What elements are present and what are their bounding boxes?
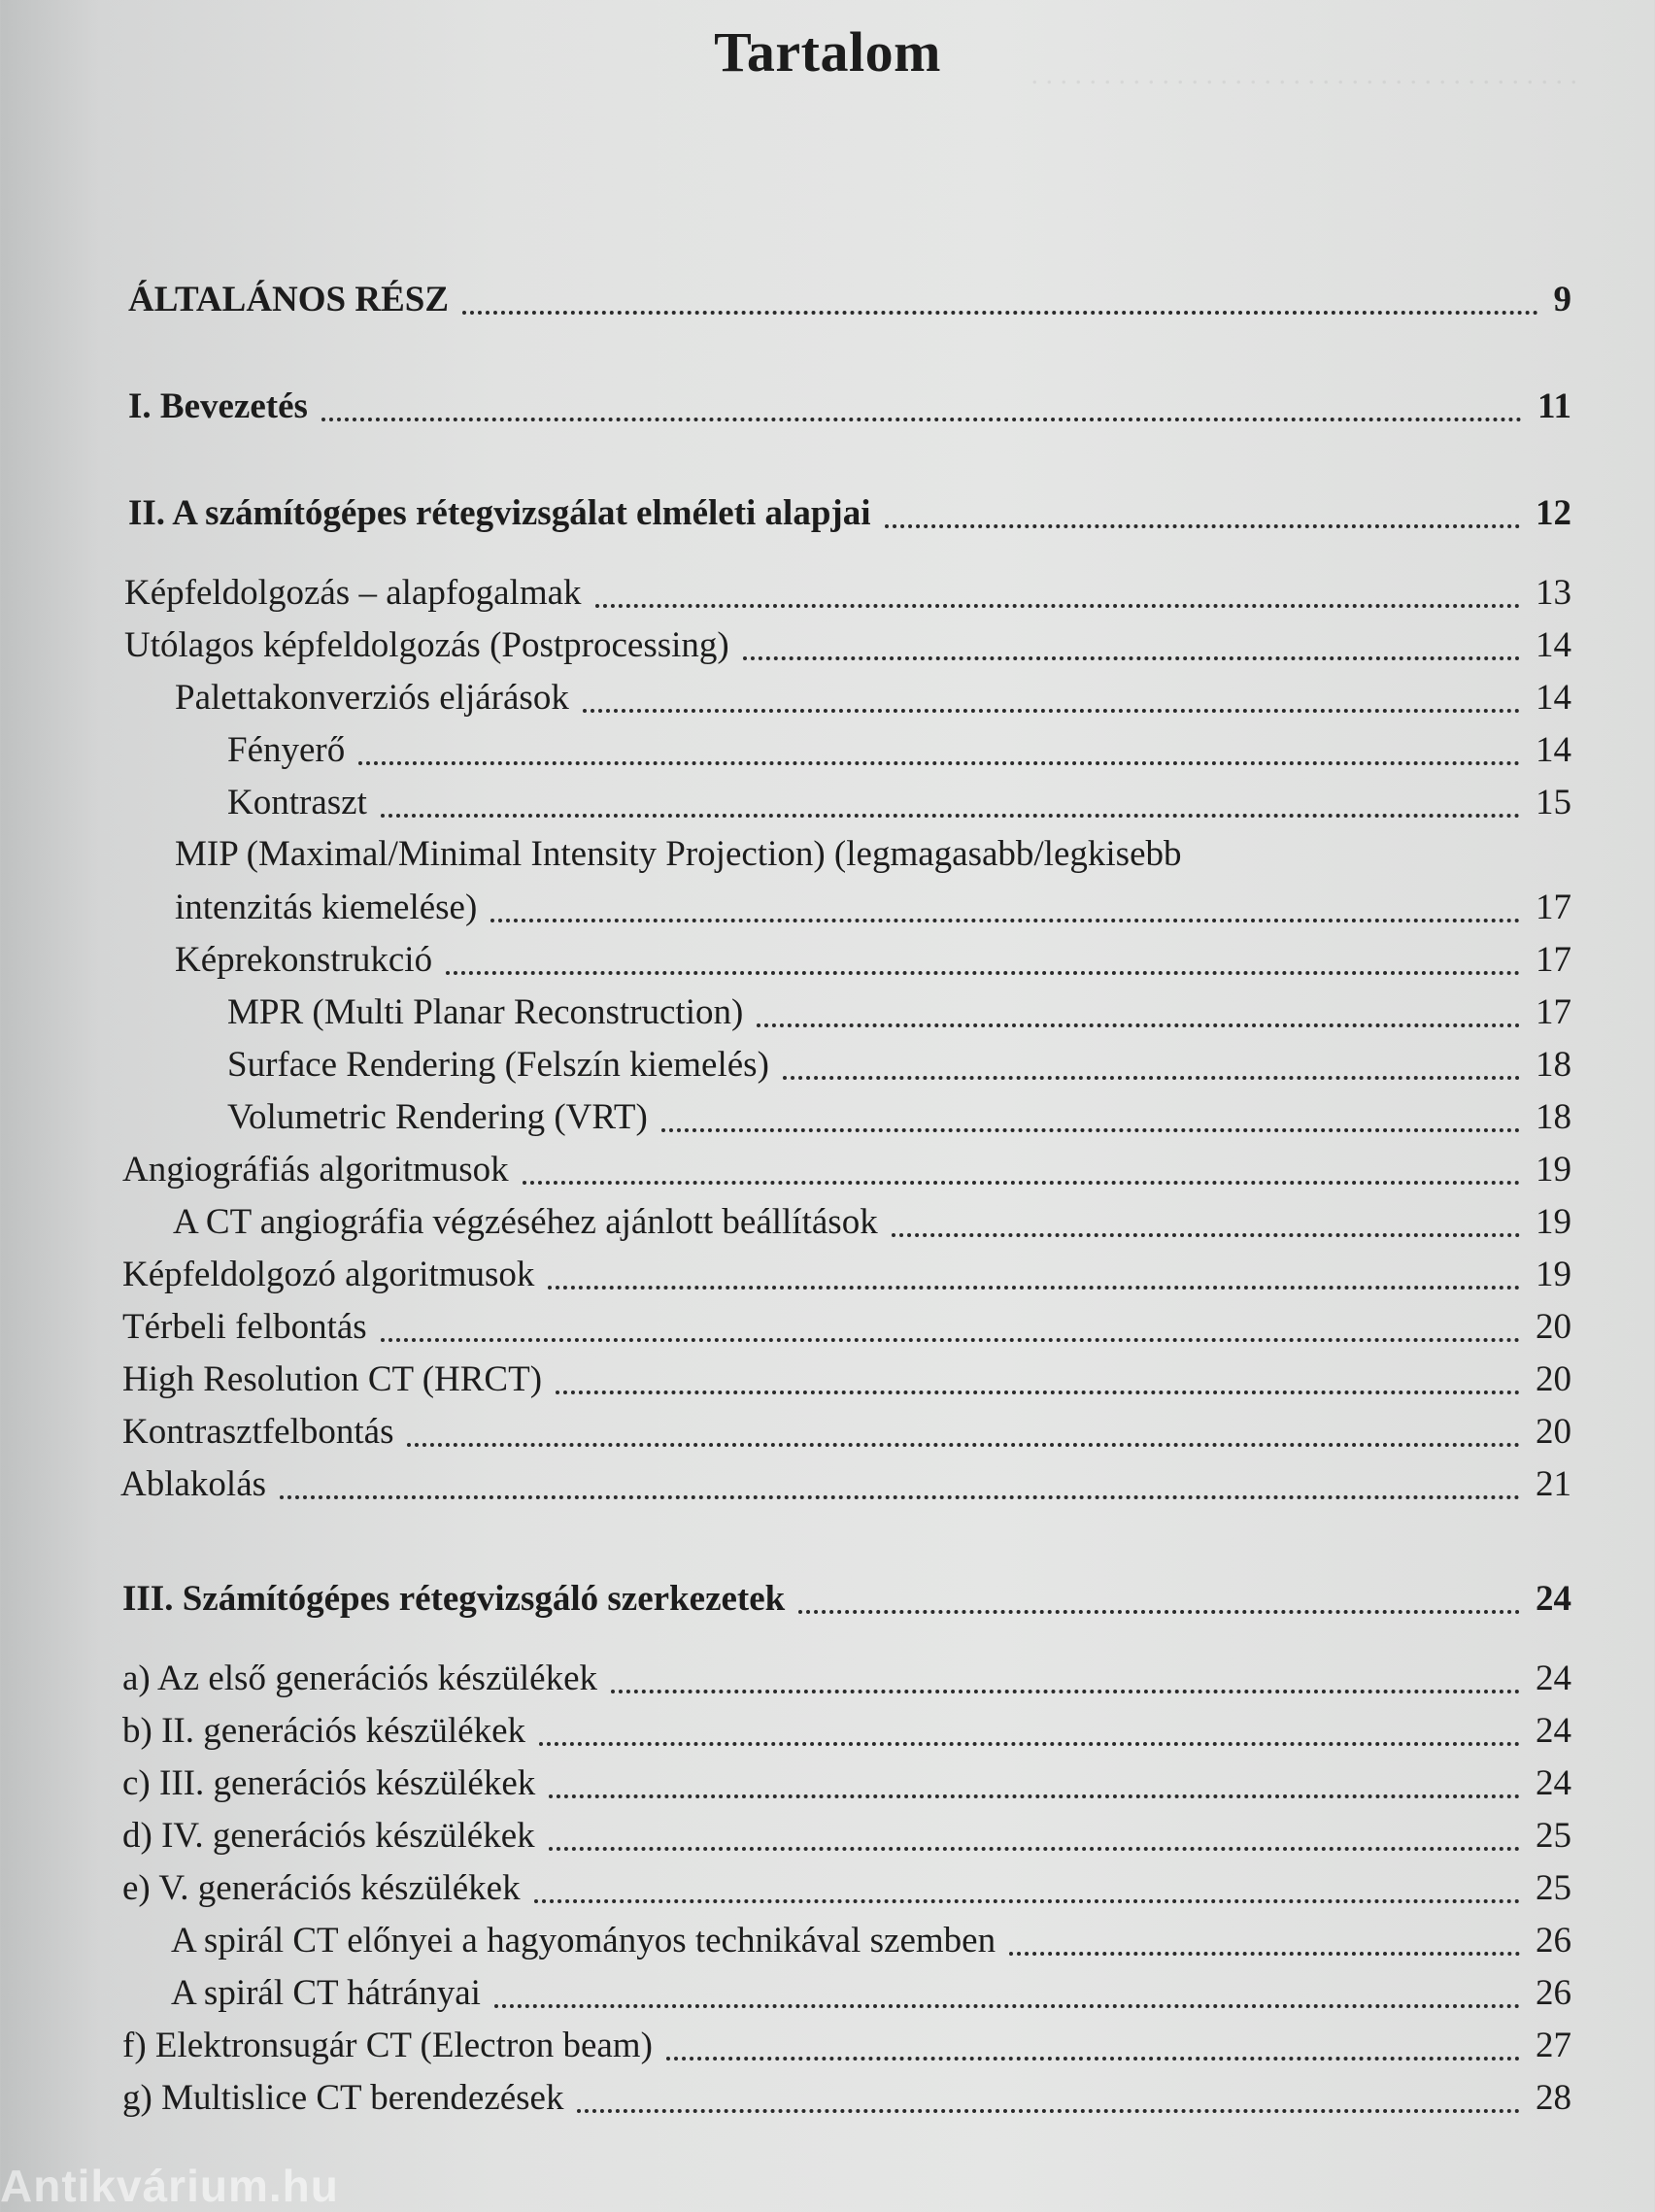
dot-leader <box>583 709 1520 713</box>
toc-entry-label: g) Multislice CT berendezések <box>122 2078 564 2118</box>
toc-page-number: 20 <box>1536 1412 1571 1452</box>
toc-entry[interactable] <box>0 1462 1655 1511</box>
toc-entry-label: Képfeldolgozó algoritmusok <box>122 1255 535 1294</box>
toc-page-number: 18 <box>1536 1097 1571 1137</box>
toc-entry-label: III. Számítógépes rétegvizsgáló szerkezetek <box>122 1579 786 1619</box>
toc-page-number: 26 <box>1536 1921 1571 1961</box>
toc-entry-label: A spirál CT hátrányai <box>171 1973 481 2013</box>
dot-leader <box>548 1286 1520 1290</box>
toc-entry-label: Képrekonstrukció <box>175 940 433 980</box>
toc-entry-label: Palettakonverziós eljárások <box>175 678 569 718</box>
toc-entry[interactable] <box>0 385 1655 433</box>
toc-entry[interactable] <box>0 623 1655 672</box>
toc-page-number: 27 <box>1536 2026 1571 2065</box>
toc-entry[interactable] <box>0 1866 1655 1915</box>
toc-entry-label: Térbeli felbontás <box>122 1307 367 1347</box>
dot-leader <box>798 1610 1520 1614</box>
dot-leader <box>577 2109 1520 2113</box>
dot-leader <box>549 1847 1520 1851</box>
toc-page-number: 21 <box>1536 1464 1571 1504</box>
toc-entry[interactable] <box>0 1577 1655 1625</box>
toc-page-number: 14 <box>1536 678 1571 718</box>
toc-entry[interactable] <box>0 1919 1655 1967</box>
dot-leader <box>494 2004 1520 2008</box>
toc-entry[interactable] <box>0 1253 1655 1301</box>
toc-entry-label: Surface Rendering (Felszín kiemelés) <box>227 1045 769 1085</box>
toc-page-number: 11 <box>1537 386 1571 426</box>
toc-page-number: 17 <box>1536 940 1571 980</box>
toc-entry[interactable] <box>0 1095 1655 1144</box>
toc-entry[interactable] <box>0 1657 1655 1705</box>
toc-entry-label: Kontraszt <box>227 783 367 822</box>
toc-entry[interactable] <box>0 571 1655 620</box>
toc-page-number: 19 <box>1536 1202 1571 1242</box>
dot-leader <box>1009 1952 1520 1956</box>
toc-page-number: 24 <box>1536 1711 1571 1751</box>
dot-leader <box>539 1742 1520 1746</box>
dot-leader <box>783 1076 1520 1080</box>
dot-leader <box>446 971 1520 975</box>
toc-page-number: 17 <box>1536 888 1571 927</box>
toc-entry-label: d) IV. generációs készülékek <box>122 1816 535 1856</box>
toc-entry-label: Kontrasztfelbontás <box>122 1412 394 1452</box>
toc-page-number: 28 <box>1536 2078 1571 2118</box>
toc-page-number: 20 <box>1536 1307 1571 1347</box>
toc-entry[interactable] <box>0 886 1655 934</box>
toc-entry-label: c) III. generációs készülékek <box>122 1763 536 1803</box>
toc-entry-label: A CT angiográfia végzéséhez ajánlott beállítások <box>173 1202 878 1242</box>
toc-entry-label: Ablakolás <box>120 1464 267 1504</box>
dot-leader <box>381 814 1520 818</box>
dot-leader <box>490 919 1520 922</box>
toc-page-number: 15 <box>1536 783 1571 822</box>
toc-entry[interactable] <box>0 1814 1655 1862</box>
toc-entry-label: I. Bevezetés <box>128 386 308 426</box>
toc-entry[interactable] <box>0 278 1655 326</box>
toc-entry-label: Képfeldolgozás – alapfogalmak <box>124 573 582 613</box>
dot-leader <box>407 1443 1520 1447</box>
dot-leader <box>280 1495 1520 1499</box>
toc-entry-label: MIP (Maximal/Minimal Intensity Projection) (legmagasabb/legkisebb <box>175 834 1182 874</box>
toc-entry-label: ÁLTALÁNOS RÉSZ <box>128 280 450 319</box>
dot-leader <box>757 1023 1520 1027</box>
toc-entry-label: II. A számítógépes rétegvizsgálat elméleti alapjai <box>128 493 871 533</box>
toc-entry-label: A spirál CT előnyei a hagyományos technikával szemben <box>171 1921 996 1961</box>
toc-entry[interactable] <box>0 1971 1655 2020</box>
toc-entry[interactable] <box>0 1410 1655 1458</box>
toc-entry[interactable] <box>0 728 1655 777</box>
toc-page-number: 18 <box>1536 1045 1571 1085</box>
toc-entry-label: Volumetric Rendering (VRT) <box>227 1097 648 1137</box>
dot-leader <box>523 1181 1520 1185</box>
toc-entry-label: Angiográfiás algoritmusok <box>122 1150 509 1190</box>
toc-page-number: 26 <box>1536 1973 1571 2013</box>
toc-entry-label: Fényerő <box>227 730 346 770</box>
toc-entry-label: MPR (Multi Planar Reconstruction) <box>227 992 744 1032</box>
toc-entry[interactable] <box>0 1305 1655 1354</box>
dot-leader <box>321 418 1522 421</box>
toc-entry[interactable] <box>0 2024 1655 2072</box>
toc-page-number: 12 <box>1536 493 1571 533</box>
dot-leader <box>611 1690 1520 1693</box>
toc-page-number: 19 <box>1536 1255 1571 1294</box>
toc-page-number: 24 <box>1536 1579 1571 1619</box>
toc-entry[interactable] <box>0 2076 1655 2125</box>
dot-leader <box>556 1391 1520 1394</box>
dot-leader <box>549 1794 1520 1798</box>
toc-page-number: 9 <box>1553 280 1571 319</box>
toc-entry-label: f) Elektronsugár CT (Electron beam) <box>122 2026 653 2065</box>
toc-page-number: 20 <box>1536 1359 1571 1399</box>
toc-page-number: 24 <box>1536 1659 1571 1698</box>
toc-entry-label: b) II. generációs készülékek <box>122 1711 526 1751</box>
bleed-through-text: . . . . . . . . . . . . . . . . . . . . . . . . . . . . . . . . . . . . . . <box>1030 58 1577 90</box>
toc-entry-continuation: intenzitás kiemelése) <box>175 888 478 927</box>
dot-leader <box>462 311 1538 315</box>
toc-entry[interactable] <box>0 676 1655 724</box>
toc-entry[interactable] <box>0 781 1655 829</box>
toc-page-number: 14 <box>1536 625 1571 665</box>
toc-page-number: 17 <box>1536 992 1571 1032</box>
toc-page-number: 13 <box>1536 573 1571 613</box>
toc-entry[interactable] <box>0 1043 1655 1091</box>
page-title: Tartalom <box>714 20 941 84</box>
toc-page-number: 14 <box>1536 730 1571 770</box>
toc-entry-label: a) Az első generációs készülékek <box>122 1659 598 1698</box>
toc-page-number: 24 <box>1536 1763 1571 1803</box>
toc-page-number: 19 <box>1536 1150 1571 1190</box>
dot-leader <box>892 1233 1520 1237</box>
dot-leader <box>358 761 1520 765</box>
dot-leader <box>666 2057 1520 2061</box>
toc-entry[interactable] <box>0 1148 1655 1196</box>
dot-leader <box>534 1899 1520 1903</box>
toc-entry[interactable] <box>0 1761 1655 1810</box>
toc-entry[interactable] <box>0 938 1655 987</box>
toc-entry-label: Utólagos képfeldolgozás (Postprocessing) <box>124 625 729 665</box>
toc-entry[interactable] <box>0 1200 1655 1249</box>
dot-leader <box>743 656 1520 660</box>
toc-entry-label: High Resolution CT (HRCT) <box>122 1359 543 1399</box>
toc-entry-label: e) V. generációs készülékek <box>122 1868 521 1908</box>
toc-entry[interactable] <box>0 1357 1655 1406</box>
toc-page-number: 25 <box>1536 1868 1571 1908</box>
dot-leader <box>595 604 1520 608</box>
toc-entry[interactable] <box>0 491 1655 540</box>
toc-entry[interactable] <box>0 990 1655 1039</box>
toc-page-number: 25 <box>1536 1816 1571 1856</box>
dot-leader <box>381 1338 1520 1342</box>
dot-leader <box>885 524 1520 528</box>
watermark: Antikvárium.hu <box>0 2161 339 2211</box>
dot-leader <box>661 1128 1520 1132</box>
toc-entry[interactable] <box>0 1709 1655 1758</box>
